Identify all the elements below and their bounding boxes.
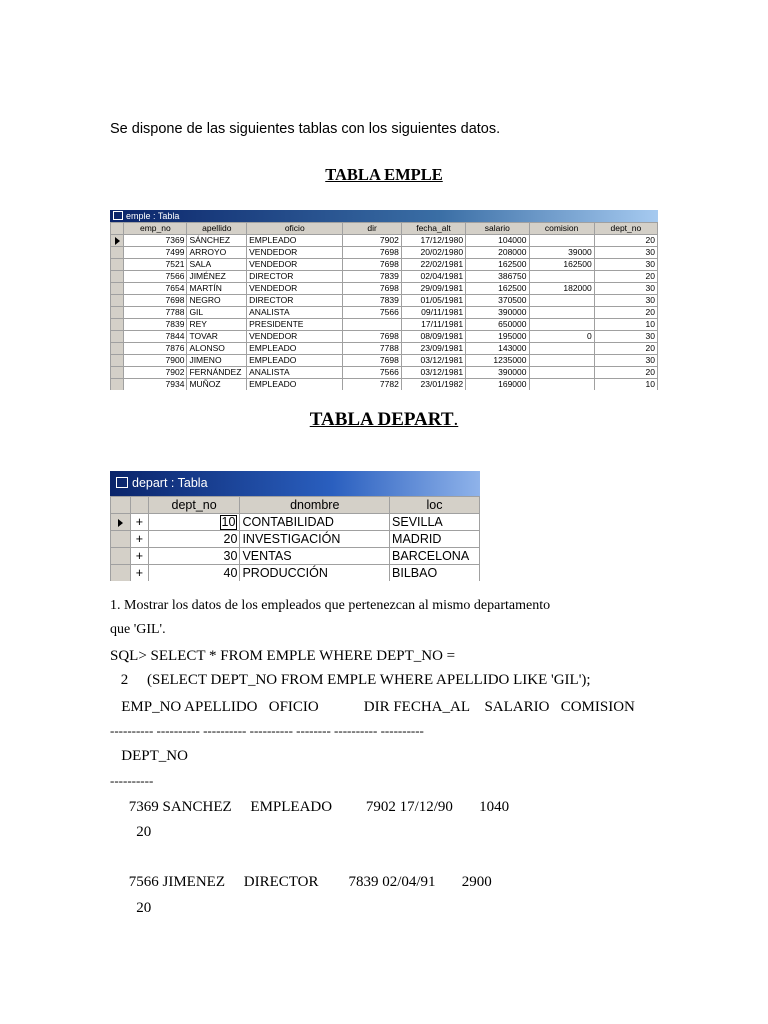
emple-window-title: emple : Tabla — [126, 211, 180, 221]
table-cell-salario[interactable]: 650000 — [466, 319, 529, 331]
row-selector[interactable] — [111, 548, 131, 565]
emple-header-row — [111, 223, 658, 235]
table-cell-fecha-alt[interactable]: 03/12/1981 — [401, 367, 465, 379]
table-cell-oficio[interactable]: DIRECTOR — [247, 295, 343, 307]
col-header-fecha-alt[interactable]: fecha_alt — [401, 223, 465, 235]
table-cell-fecha-alt[interactable]: 09/11/1981 — [401, 307, 465, 319]
table-cell-comision[interactable]: 162500 — [529, 259, 594, 271]
table-row[interactable] — [111, 319, 658, 331]
table-cell-oficio[interactable]: PRESIDENTE — [247, 319, 343, 331]
table-cell-oficio[interactable]: VENDEDOR — [247, 247, 343, 259]
table-cell-dir[interactable]: 7698 — [343, 283, 401, 295]
depart-window-titlebar — [110, 471, 480, 496]
table-cell-dept-no[interactable]: 40 — [148, 565, 240, 582]
heading-tabla-depart-dot: . — [453, 409, 459, 430]
table-cell-emp-no[interactable]: 7566 — [124, 271, 187, 283]
table-cell-dept-no[interactable]: 30 — [594, 331, 657, 343]
row-selector[interactable] — [111, 331, 124, 343]
table-cell-oficio[interactable]: ANALISTA — [247, 367, 343, 379]
table-cell-loc[interactable]: BILBAO — [390, 565, 480, 582]
depart-window-title: depart : Tabla — [132, 476, 208, 490]
table-cell-dept-no[interactable]: 20 — [594, 235, 657, 247]
table-cell-dept-no[interactable] — [148, 514, 240, 531]
table-cell-dir[interactable]: 7698 — [343, 259, 401, 271]
table-cell-dnombre[interactable]: CONTABILIDAD — [240, 514, 390, 531]
table-cell-comision[interactable] — [529, 235, 594, 247]
query-statement-line-1: 1. Mostrar los datos de los empleados que pertenezcan al mismo departamento — [110, 598, 551, 613]
table-cell-oficio[interactable]: ANALISTA — [247, 307, 343, 319]
table-cell-comision[interactable]: 0 — [529, 331, 594, 343]
table-cell-dept-no[interactable]: 10 — [594, 379, 657, 391]
table-cell-emp-no[interactable]: 7900 — [124, 355, 187, 367]
expand-subdatasheet-icon[interactable]: + — [130, 531, 148, 548]
table-cell-salario[interactable]: 169000 — [466, 379, 529, 391]
table-cell-apellido[interactable]: MUÑOZ — [187, 379, 247, 391]
table-row[interactable] — [111, 565, 480, 582]
result-separator-dept-no: ---------- — [110, 773, 154, 788]
table-cell-loc[interactable]: BARCELONA — [390, 548, 480, 565]
table-icon — [113, 211, 123, 220]
row-selector[interactable] — [111, 259, 124, 271]
result-row-1: 7369 SANCHEZ EMPLEADO 7902 17/12/90 1040 — [110, 799, 510, 815]
col-header-loc[interactable]: loc — [390, 497, 480, 514]
table-cell-emp-no[interactable]: 7788 — [124, 307, 187, 319]
table-row[interactable] — [111, 283, 658, 295]
table-row[interactable] — [111, 531, 480, 548]
table-cell-dir[interactable]: 7698 — [343, 331, 401, 343]
table-cell-fecha-alt[interactable]: 01/05/1981 — [401, 295, 465, 307]
row-selector[interactable] — [111, 367, 124, 379]
table-cell-dept-no[interactable]: 30 — [148, 548, 240, 565]
table-cell-apellido[interactable]: NEGRO — [187, 295, 247, 307]
query-statement-line-2: que 'GIL'. — [110, 622, 166, 637]
table-cell-oficio[interactable]: EMPLEADO — [247, 379, 343, 391]
table-cell-emp-no[interactable]: 7844 — [124, 331, 187, 343]
table-cell-oficio[interactable]: VENDEDOR — [247, 283, 343, 295]
table-cell-apellido[interactable]: TOVAR — [187, 331, 247, 343]
heading-tabla-depart-text: TABLA DEPART — [309, 409, 454, 430]
row-selector[interactable] — [111, 271, 124, 283]
table-cell-salario[interactable]: 162500 — [466, 259, 529, 271]
table-cell-fecha-alt[interactable]: 23/01/1982 — [401, 379, 465, 391]
table-row[interactable] — [111, 343, 658, 355]
table-cell-apellido[interactable]: GIL — [187, 307, 247, 319]
table-row[interactable] — [111, 367, 658, 379]
table-cell-dir[interactable]: 7902 — [343, 235, 401, 247]
table-cell-emp-no[interactable]: 7934 — [124, 379, 187, 391]
table-cell-salario[interactable]: 386750 — [466, 271, 529, 283]
col-header-dir[interactable]: dir — [343, 223, 401, 235]
depart-header-row — [111, 497, 480, 514]
table-row[interactable] — [111, 379, 658, 391]
table-cell-apellido[interactable]: JIMÉNEZ — [187, 271, 247, 283]
table-cell-salario[interactable]: 390000 — [466, 367, 529, 379]
table-cell-comision[interactable] — [529, 343, 594, 355]
table-cell-salario[interactable]: 370500 — [466, 295, 529, 307]
table-cell-oficio[interactable]: EMPLEADO — [247, 235, 343, 247]
result-row-2-dept-no: 20 — [110, 900, 152, 916]
table-cell-emp-no[interactable]: 7902 — [124, 367, 187, 379]
table-cell-fecha-alt[interactable]: 03/12/1981 — [401, 355, 465, 367]
table-cell-dir[interactable]: 7839 — [343, 295, 401, 307]
table-cell-comision[interactable] — [529, 295, 594, 307]
table-cell-dept-no[interactable]: 30 — [594, 355, 657, 367]
row-selector[interactable] — [111, 295, 124, 307]
col-header-dept-no[interactable]: dept_no — [594, 223, 657, 235]
row-selector[interactable] — [111, 379, 124, 391]
expand-subdatasheet-icon[interactable]: + — [130, 565, 148, 582]
col-header-comision[interactable]: comision — [529, 223, 594, 235]
table-row[interactable] — [111, 331, 658, 343]
table-cell-comision[interactable]: 182000 — [529, 283, 594, 295]
table-row[interactable] — [111, 247, 658, 259]
table-cell-apellido[interactable]: MARTÍN — [187, 283, 247, 295]
table-cell-oficio[interactable]: EMPLEADO — [247, 343, 343, 355]
table-cell-dept-no[interactable]: 30 — [594, 295, 657, 307]
sql-line-2: 2 (SELECT DEPT_NO FROM EMPLE WHERE APELLIDO LIKE 'GIL'); — [117, 672, 591, 688]
table-row[interactable] — [111, 295, 658, 307]
table-cell-dept-no[interactable]: 30 — [594, 247, 657, 259]
row-selector[interactable] — [111, 247, 124, 259]
focused-cell-value[interactable]: 10 — [221, 515, 236, 529]
row-selector[interactable] — [111, 319, 124, 331]
result-separator: ---------- ---------- ---------- ---------- -------- ---------- ---------- — [110, 723, 424, 738]
table-cell-emp-no[interactable]: 7499 — [124, 247, 187, 259]
heading-tabla-emple: TABLA EMPLE — [325, 165, 443, 184]
depart-grid — [110, 496, 480, 581]
table-cell-dnombre[interactable]: INVESTIGACIÓN — [240, 531, 390, 548]
table-cell-fecha-alt[interactable]: 20/02/1980 — [401, 247, 465, 259]
row-selector[interactable] — [111, 355, 124, 367]
emple-window-titlebar — [110, 210, 658, 222]
table-cell-fecha-alt[interactable]: 17/12/1980 — [401, 235, 465, 247]
table-cell-dept-no[interactable]: 20 — [594, 271, 657, 283]
expand-subdatasheet-icon[interactable]: + — [130, 514, 148, 531]
col-header-oficio[interactable]: oficio — [247, 223, 343, 235]
emple-grid — [110, 222, 658, 390]
table-cell-apellido[interactable]: ARROYO — [187, 247, 247, 259]
table-cell-emp-no[interactable]: 7698 — [124, 295, 187, 307]
table-cell-fecha-alt[interactable]: 08/09/1981 — [401, 331, 465, 343]
table-cell-salario[interactable]: 162500 — [466, 283, 529, 295]
result-row-1-dept-no: 20 — [110, 824, 152, 840]
table-cell-oficio[interactable]: DIRECTOR — [247, 271, 343, 283]
col-header-salario[interactable]: salario — [466, 223, 529, 235]
table-cell-apellido[interactable]: FERNÁNDEZ — [187, 367, 247, 379]
table-cell-salario[interactable]: 104000 — [466, 235, 529, 247]
table-cell-fecha-alt[interactable]: 02/04/1981 — [401, 271, 465, 283]
table-cell-comision[interactable] — [529, 271, 594, 283]
table-cell-apellido[interactable]: ALONSO — [187, 343, 247, 355]
table-cell-salario[interactable]: 195000 — [466, 331, 529, 343]
depart-table-window — [110, 471, 480, 581]
table-cell-apellido[interactable]: SÁNCHEZ — [187, 235, 247, 247]
table-cell-apellido[interactable]: SALA — [187, 259, 247, 271]
table-row[interactable] — [111, 355, 658, 367]
sql-line-1: SQL> SELECT * FROM EMPLE WHERE DEPT_NO = — [110, 648, 456, 664]
table-cell-dept-no[interactable]: 20 — [594, 307, 657, 319]
table-cell-comision[interactable] — [529, 355, 594, 367]
table-cell-oficio[interactable]: VENDEDOR — [247, 331, 343, 343]
table-cell-emp-no[interactable]: 7654 — [124, 283, 187, 295]
expand-header[interactable] — [130, 497, 148, 514]
table-cell-salario[interactable]: 1235000 — [466, 355, 529, 367]
table-cell-dept-no[interactable]: 10 — [594, 319, 657, 331]
result-column-header-dept-no: DEPT_NO — [110, 748, 188, 764]
table-cell-emp-no[interactable]: 7839 — [124, 319, 187, 331]
table-cell-dir[interactable] — [343, 319, 401, 331]
table-cell-comision[interactable] — [529, 367, 594, 379]
current-record-arrow-icon — [118, 519, 123, 527]
table-cell-dir[interactable]: 7788 — [343, 343, 401, 355]
col-header-dnombre[interactable]: dnombre — [240, 497, 390, 514]
table-cell-salario[interactable]: 143000 — [466, 343, 529, 355]
result-column-headers: EMP_NO APELLIDO OFICIO DIR FECHA_AL SALARIO COMISION — [110, 699, 635, 715]
table-cell-oficio[interactable]: EMPLEADO — [247, 355, 343, 367]
table-cell-emp-no[interactable]: 7521 — [124, 259, 187, 271]
table-cell-dir[interactable]: 7839 — [343, 271, 401, 283]
table-cell-dir[interactable]: 7698 — [343, 355, 401, 367]
row-selector[interactable] — [111, 235, 124, 247]
table-row[interactable] — [111, 548, 480, 565]
current-record-arrow-icon — [115, 237, 120, 245]
table-cell-dept-no[interactable]: 20 — [594, 367, 657, 379]
row-selector[interactable] — [111, 565, 131, 582]
table-cell-salario[interactable]: 208000 — [466, 247, 529, 259]
row-selector[interactable] — [111, 514, 131, 531]
table-cell-comision[interactable] — [529, 307, 594, 319]
table-cell-dept-no[interactable]: 30 — [594, 259, 657, 271]
table-cell-fecha-alt[interactable]: 17/11/1981 — [401, 319, 465, 331]
table-cell-emp-no[interactable]: 7369 — [124, 235, 187, 247]
row-selector[interactable] — [111, 283, 124, 295]
table-icon — [116, 477, 128, 488]
table-cell-comision[interactable] — [529, 379, 594, 391]
row-selector[interactable] — [111, 307, 124, 319]
expand-subdatasheet-icon[interactable]: + — [130, 548, 148, 565]
col-header-dept-no[interactable]: dept_no — [148, 497, 240, 514]
table-cell-dir[interactable]: 7566 — [343, 307, 401, 319]
table-row[interactable] — [111, 307, 658, 319]
table-cell-dept-no[interactable]: 30 — [594, 283, 657, 295]
row-selector[interactable] — [111, 531, 131, 548]
intro-text: Se dispone de las siguientes tablas con los siguientes datos. — [110, 121, 501, 137]
table-cell-dept-no[interactable]: 20 — [594, 343, 657, 355]
table-cell-emp-no[interactable]: 7876 — [124, 343, 187, 355]
table-cell-dir[interactable]: 7566 — [343, 367, 401, 379]
table-cell-dept-no[interactable]: 20 — [148, 531, 240, 548]
table-cell-loc[interactable]: MADRID — [390, 531, 480, 548]
table-cell-dnombre[interactable]: VENTAS — [240, 548, 390, 565]
table-cell-salario[interactable]: 390000 — [466, 307, 529, 319]
table-row[interactable] — [111, 514, 480, 531]
table-cell-comision[interactable] — [529, 319, 594, 331]
col-header-emp-no[interactable]: emp_no — [124, 223, 187, 235]
col-header-apellido[interactable]: apellido — [187, 223, 247, 235]
row-selector-header[interactable] — [111, 497, 131, 514]
table-cell-oficio[interactable]: VENDEDOR — [247, 259, 343, 271]
table-cell-dnombre[interactable]: PRODUCCIÓN — [240, 565, 390, 582]
table-cell-comision[interactable]: 39000 — [529, 247, 594, 259]
table-cell-dir[interactable]: 7698 — [343, 247, 401, 259]
table-row[interactable] — [111, 271, 658, 283]
row-selector[interactable] — [111, 343, 124, 355]
table-cell-loc[interactable]: SEVILLA — [390, 514, 480, 531]
table-cell-apellido[interactable]: JIMENO — [187, 355, 247, 367]
table-row[interactable] — [111, 259, 658, 271]
row-selector-header[interactable] — [111, 223, 124, 235]
table-cell-dir[interactable]: 7782 — [343, 379, 401, 391]
table-row[interactable] — [111, 235, 658, 247]
result-row-2: 7566 JIMENEZ DIRECTOR 7839 02/04/91 2900 — [110, 874, 492, 890]
table-cell-fecha-alt[interactable]: 23/09/1981 — [401, 343, 465, 355]
emple-table-window — [110, 210, 658, 390]
table-cell-fecha-alt[interactable]: 22/02/1981 — [401, 259, 465, 271]
table-cell-apellido[interactable]: REY — [187, 319, 247, 331]
table-cell-fecha-alt[interactable]: 29/09/1981 — [401, 283, 465, 295]
heading-tabla-depart — [0, 409, 768, 431]
